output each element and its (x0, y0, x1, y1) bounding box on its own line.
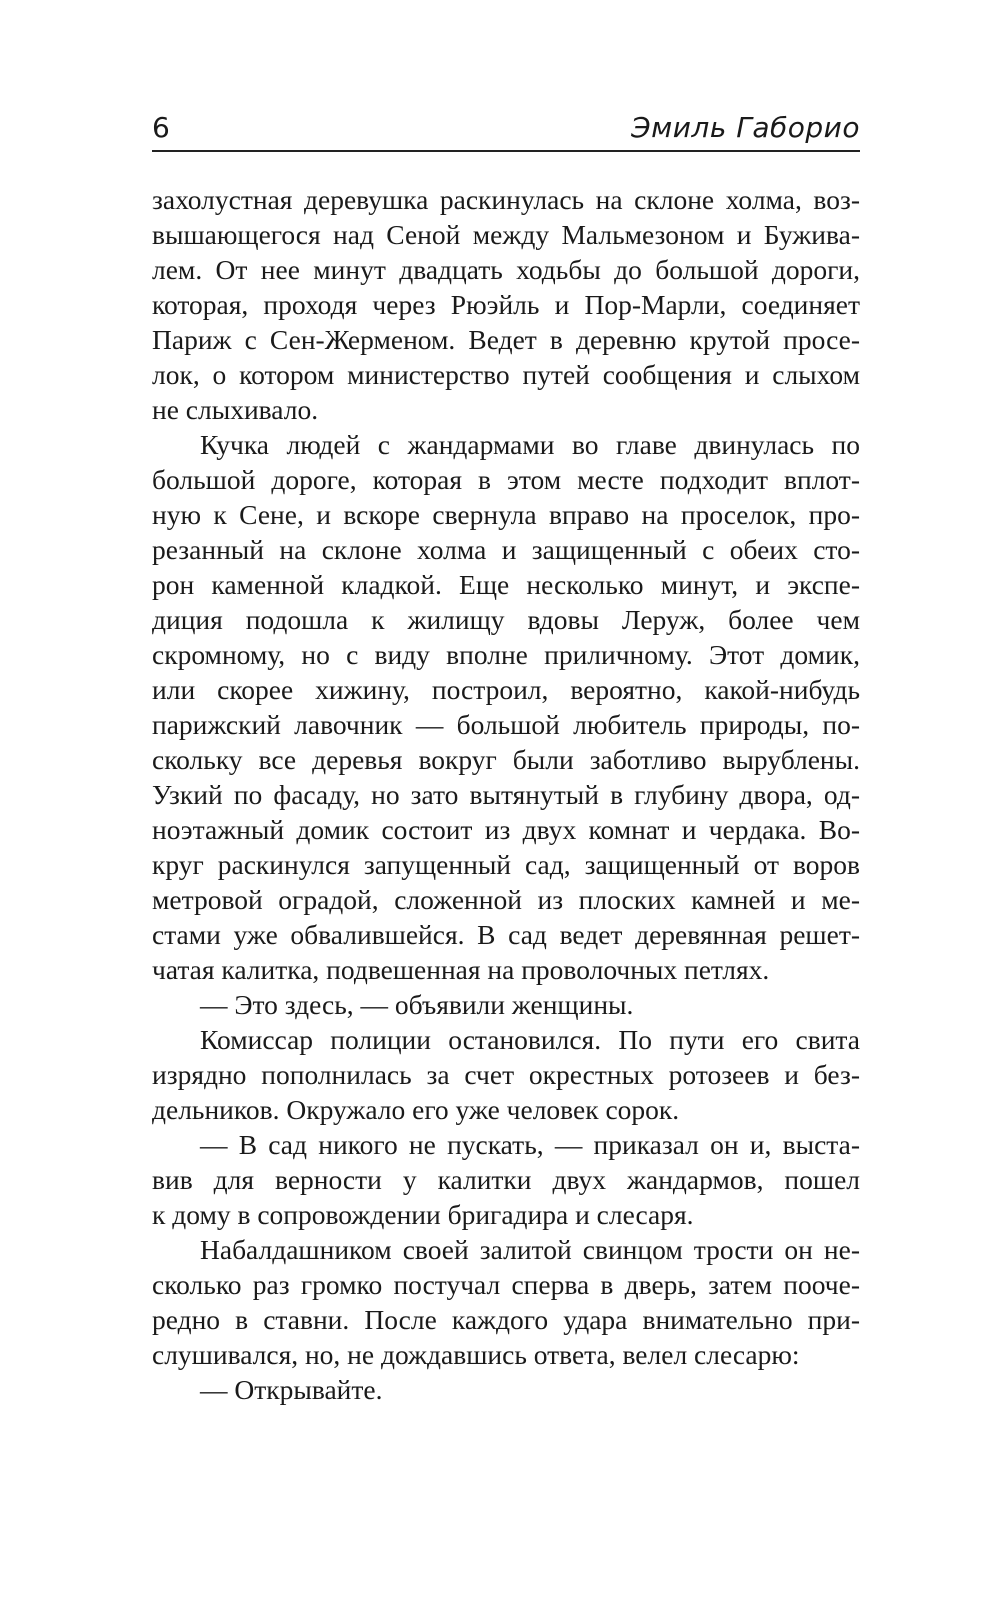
text-line: большой дороге, которая в этом месте подходит вплот- (152, 464, 860, 495)
paragraph (152, 1232, 860, 1372)
text-line: которая, проходя через Рюэйль и Пор-Марли, соединяет (152, 289, 860, 320)
text-line: скромному, но с виду вполне приличному. Этот домик, (152, 639, 860, 670)
text-line: метровой оградой, сложенной из плоских камней и ме- (152, 884, 860, 915)
text-line: круг раскинулся запущенный сад, защищенный от воров (152, 849, 860, 880)
text-line: вив для верности у калитки двух жандармов, пошел (152, 1164, 860, 1195)
text-line: или скорее хижину, построил, вероятно, какой-нибудь (152, 674, 860, 705)
paragraph (152, 1022, 860, 1127)
text-line: стами уже обвалившейся. В сад ведет деревянная решет- (152, 919, 860, 950)
text-line: к дому в сопровождении бригадира и слесаря. (152, 1199, 694, 1230)
text-line: резанный на склоне холма и защищенный с обеих сто- (152, 534, 860, 565)
paragraph (152, 427, 860, 987)
text-line: сколько раз громко постучал сперва в дверь, затем пооче- (152, 1269, 860, 1300)
text-line: лок, о котором министерство путей сообщения и слыхом (152, 359, 860, 390)
text-line: вышающегося над Сеной между Мальмезоном и Бужива- (152, 219, 860, 250)
page-number: 6 (152, 111, 170, 144)
text-line: ноэтажный домик состоит из двух комнат и чердака. Во- (152, 814, 860, 845)
author-name: Эмиль Габорио (631, 111, 860, 144)
book-page (152, 100, 860, 1407)
running-head (152, 100, 860, 144)
text-line: редно в ставни. После каждого удара внимательно при- (152, 1304, 860, 1335)
text-line: ную к Сене, и вскоре свернула вправо на проселок, про- (152, 499, 860, 530)
text-line: Комиссар полиции остановился. По пути его свита (200, 1024, 860, 1055)
text-line: парижский лавочник — большой любитель природы, по- (152, 709, 860, 740)
text-line: Кучка людей с жандармами во главе двинулась по (200, 429, 860, 460)
text-line: Узкий по фасаду, но зато вытянутый в глубину двора, од- (152, 779, 860, 810)
body-text (152, 182, 860, 1407)
text-line: — Это здесь, — объявили женщины. (200, 989, 634, 1020)
text-line: — Открывайте. (200, 1374, 383, 1405)
paragraph (152, 1127, 860, 1232)
text-line: диция подошла к жилищу вдовы Леруж, более чем (152, 604, 860, 635)
header-rule (152, 150, 860, 152)
text-line: лем. От нее минут двадцать ходьбы до большой дороги, (152, 254, 860, 285)
text-line: Париж с Сен-Жерменом. Ведет в деревню крутой просе- (152, 324, 860, 355)
text-line: не слыхивало. (152, 394, 319, 425)
text-line: скольку все деревья вокруг были заботливо вырублены. (152, 744, 860, 775)
text-line: рон каменной кладкой. Еще несколько минут, и экспе- (152, 569, 860, 600)
paragraph (152, 1372, 860, 1407)
text-line: Набалдашником своей залитой свинцом трости он не- (200, 1234, 860, 1265)
text-line: дельников. Окружало его уже человек сорок. (152, 1094, 680, 1125)
paragraph (152, 987, 860, 1022)
paragraph (152, 182, 860, 427)
text-line: изрядно пополнилась за счет окрестных ротозеев и без- (152, 1059, 860, 1090)
text-line: чатая калитка, подвешенная на проволочных петлях. (152, 954, 770, 985)
text-line: слушивался, но, не дождавшись ответа, велел слесарю: (152, 1339, 800, 1370)
text-line: захолустная деревушка раскинулась на склоне холма, воз- (152, 184, 860, 215)
text-line: — В сад никого не пускать, — приказал он и, выста- (200, 1129, 860, 1160)
